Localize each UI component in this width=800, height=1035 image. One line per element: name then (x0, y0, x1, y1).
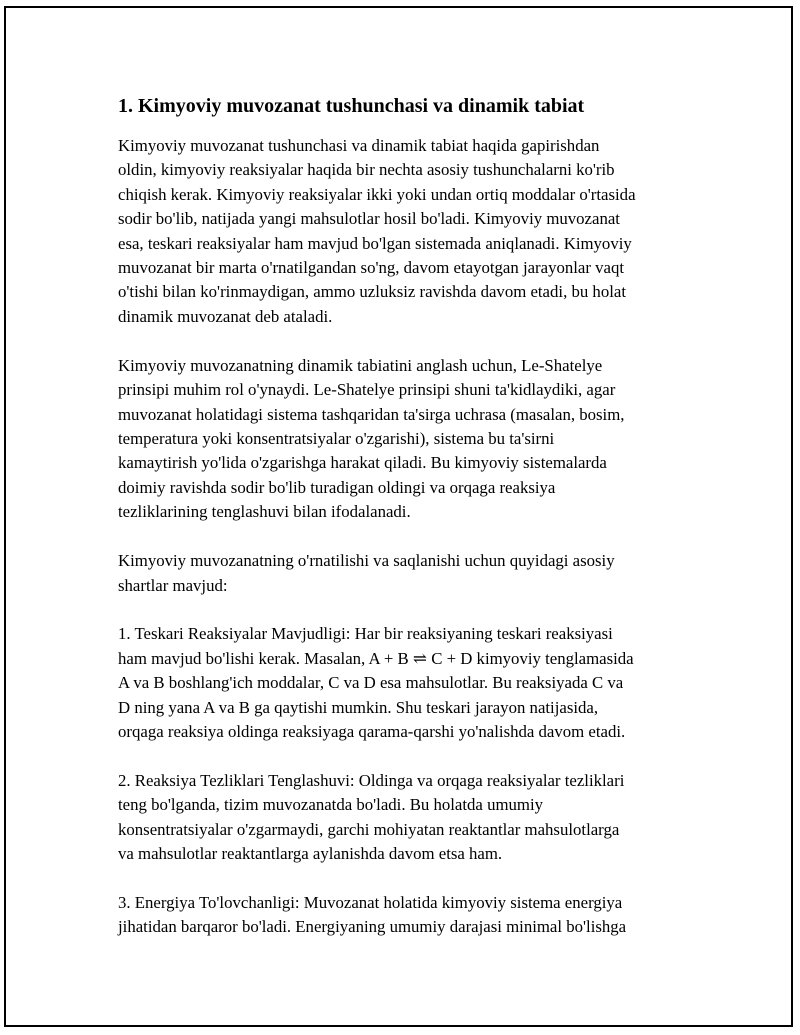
text-line: o'tishi bilan ko'rinmaydigan, ammo uzluksiz ravishda davom etadi, bu holat (118, 282, 626, 302)
section-heading: 1. Kimyoviy muvozanat tushunchasi va dinamik tabiat (118, 95, 585, 117)
text-line: dinamik muvozanat deb ataladi. (118, 306, 333, 326)
text-line: Kimyoviy muvozanat tushunchasi va dinamik tabiat haqida gapirishdan (118, 136, 600, 155)
text-line: 2. Reaksiya Tezliklari Tenglashuvi: Oldinga va orqaga reaksiyalar tezliklari (118, 770, 625, 790)
text-line: teng bo'lganda, tizim muvozanatda bo'ladi. Bu holatda umumiy (118, 795, 544, 815)
text-line: 3. Energiya To'lovchanligi: Muvozanat holatida kimyoviy sistema energiya (118, 893, 623, 913)
text-line: 1. Teskari Reaksiyalar Mavjudligi: Har bir reaksiyaning teskari reaksiyasi (118, 624, 613, 644)
text-line: sodir bo'lib, natijada yangi mahsulotlar hosil bo'ladi. Kimyoviy muvozanat (118, 209, 620, 229)
paragraph-condition-2 (118, 769, 688, 867)
text-line: shartlar mavjud: (118, 575, 228, 595)
text-line: Kimyoviy muvozanatning dinamik tabiatini anglash uchun, Le-Shatelye (118, 355, 603, 375)
text-line: muvozanat holatidagi sistema tashqaridan ta'sirga uchrasa (masalan, bosim, (118, 404, 625, 424)
paragraph-condition-1 (118, 622, 688, 744)
text-line: oldin, kimyoviy reaksiyalar haqida bir nechta asosiy tushunchalarni ko'rib (118, 160, 615, 180)
text-line: kamaytirish yo'lida o'zgarishga harakat qiladi. Bu kimyoviy sistemalarda (118, 453, 607, 473)
text-line: temperatura yoki konsentratsiyalar o'zgarishi), sistema bu ta'sirni (118, 428, 555, 448)
document-body (118, 93, 688, 964)
text-line: konsentratsiyalar o'zgarmaydi, garchi mohiyatan reaktantlar mahsulotlarga (118, 819, 620, 839)
paragraph-intro (118, 134, 688, 329)
text-line: esa, teskari reaksiyalar ham mavjud bo'lgan sistemada aniqlanadi. Kimyoviy (118, 233, 632, 253)
text-line: orqaga reaksiya oldinga reaksiyaga qarama-qarshi yo'nalishda davom etadi. (118, 722, 626, 742)
text-line: doimiy ravishda sodir bo'lib turadigan oldingi va orqaga reaksiya (118, 477, 556, 497)
text-line: A va B boshlang'ich moddalar, C va D esa mahsulotlar. Bu reaksiyada C va (118, 673, 624, 693)
text-line: jihatidan barqaror bo'ladi. Energiyaning umumiy darajasi minimal bo'lishga (118, 917, 627, 937)
paragraph-conditions-intro (118, 549, 688, 598)
paragraph-le-chatelier (118, 354, 688, 525)
text-line: muvozanat bir marta o'rnatilgandan so'ng, davom etayotgan jarayonlar vaqt (118, 258, 625, 278)
text-line: va mahsulotlar reaktantlarga aylanishda davom etsa ham. (118, 844, 503, 864)
text-line: prinsipi muhim rol o'ynaydi. Le-Shatelye prinsipi shuni ta'kidlaydiki, agar (118, 380, 616, 400)
text-line: tezliklarining tenglashuvi bilan ifodalanadi. (118, 502, 411, 522)
text-line: ham mavjud bo'lishi kerak. Masalan, A + B ⇌ C + D kimyoviy tenglamasida (118, 648, 634, 668)
text-line: Kimyoviy muvozanatning o'rnatilishi va saqlanishi uchun quyidagi asosiy (118, 551, 615, 571)
text-line: chiqish kerak. Kimyoviy reaksiyalar ikki yoki undan ortiq moddalar o'rtasida (118, 184, 636, 204)
paragraph-condition-3 (118, 891, 688, 940)
text-line: D ning yana A va B ga qaytishi mumkin. Shu teskari jarayon natijasida, (118, 697, 599, 717)
